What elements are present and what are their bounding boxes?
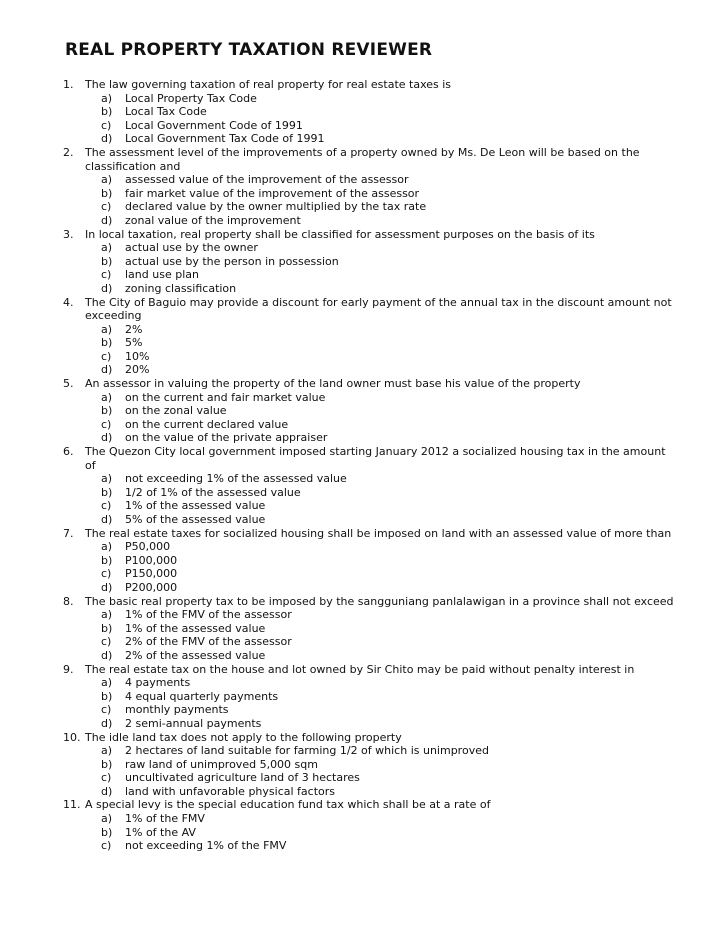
option-text: land use plan (125, 268, 199, 282)
option-letter: d) (101, 716, 113, 730)
option-item (101, 282, 680, 296)
question-number: 2. (63, 145, 74, 159)
option-text: 1% of the AV (125, 825, 196, 839)
option-text: actual use by the owner (125, 241, 258, 255)
option-list (63, 676, 680, 730)
document-title: REAL PROPERTY TAXATION REVIEWER (65, 40, 433, 60)
option-text: not exceeding 1% of the FMV (125, 839, 287, 853)
option-letter: d) (101, 132, 113, 146)
option-letter: c) (101, 268, 112, 282)
option-item (101, 554, 680, 568)
option-item (101, 255, 680, 269)
option-letter: d) (101, 363, 113, 377)
option-text: 2 semi-annual payments (125, 716, 262, 730)
option-item (101, 268, 680, 282)
question-text: The idle land tax does not apply to the following property (85, 730, 402, 744)
option-item (101, 513, 680, 527)
option-letter: c) (101, 118, 112, 132)
option-list (63, 472, 680, 526)
option-item (101, 363, 680, 377)
question-number: 9. (63, 662, 74, 676)
question-row (63, 377, 680, 391)
question-text: The real estate tax on the house and lot owned by Sir Chito may be paid without penalty interest in (85, 662, 635, 676)
option-item (101, 635, 680, 649)
option-text: 2% (125, 322, 143, 336)
option-item (101, 540, 680, 554)
question-row (63, 527, 680, 541)
option-letter: b) (101, 553, 113, 567)
option-text: monthly payments (125, 703, 229, 717)
option-text: 1% of the FMV of the assessor (125, 608, 292, 622)
option-list (63, 173, 680, 227)
option-list (63, 391, 680, 445)
question-number: 3. (63, 227, 74, 241)
option-item (101, 132, 680, 146)
option-item (101, 717, 680, 731)
question-text: The City of Baguio may provide a discount for early payment of the annual tax in the discount amount not exceeding (85, 295, 672, 323)
option-item (101, 404, 680, 418)
option-list (63, 812, 680, 853)
option-letter: c) (101, 200, 112, 214)
option-text: zoning classification (125, 281, 237, 295)
option-letter: d) (101, 281, 113, 295)
option-item (101, 581, 680, 595)
question-item (63, 146, 680, 228)
question-text: A special levy is the special education fund tax which shall be at a rate of (85, 798, 491, 812)
question-number: 11. (63, 798, 81, 812)
option-letter: b) (101, 825, 113, 839)
option-text: 1% of the assessed value (125, 621, 266, 635)
option-list (63, 92, 680, 146)
question-text: The Quezon City local government imposed starting January 2012 a socialized housing tax in the amount of (85, 445, 666, 472)
option-item (101, 350, 680, 364)
option-item (101, 119, 680, 133)
option-item (101, 431, 680, 445)
option-list (63, 608, 680, 662)
option-item (101, 826, 680, 840)
option-text: 10% (125, 349, 150, 363)
option-text: P200,000 (125, 580, 178, 594)
option-letter: b) (101, 404, 113, 418)
option-text: actual use by the person in possession (125, 254, 339, 268)
question-item (63, 445, 680, 527)
option-text: 4 payments (125, 676, 191, 690)
question-row (63, 78, 680, 92)
option-letter: c) (101, 839, 112, 853)
option-text: 2% of the FMV of the assessor (125, 635, 292, 649)
option-text: Local Government Code of 1991 (125, 118, 303, 132)
option-letter: b) (101, 689, 113, 703)
option-letter: d) (101, 431, 113, 445)
option-text: Local Property Tax Code (125, 91, 257, 105)
question-number: 10. (63, 730, 81, 744)
option-item (101, 758, 680, 772)
option-text: land with unfavorable physical factors (125, 784, 335, 798)
option-list (63, 540, 680, 594)
option-item (101, 499, 680, 513)
option-item (101, 241, 680, 255)
question-item (63, 527, 680, 595)
option-text: 5% (125, 336, 143, 350)
option-text: on the current declared value (125, 417, 289, 431)
option-text: 2% of the assessed value (125, 648, 266, 662)
option-letter: c) (101, 635, 112, 649)
question-number: 8. (63, 594, 74, 608)
option-letter: b) (101, 621, 113, 635)
option-list (63, 241, 680, 295)
option-letter: b) (101, 186, 113, 200)
option-letter: d) (101, 580, 113, 594)
option-letter: a) (101, 812, 113, 826)
option-letter: a) (101, 390, 113, 404)
option-list (63, 323, 680, 377)
question-list (63, 78, 680, 853)
option-text: uncultivated agriculture land of 3 hectares (125, 771, 360, 785)
option-item (101, 105, 680, 119)
option-text: not exceeding 1% of the assessed value (125, 472, 347, 486)
question-text: The basic real property tax to be imposed by the sangguniang panlalawigan in a province shall not exceed (85, 594, 674, 608)
question-text: The real estate taxes for socialized housing shall be imposed on land with an assessed value of more than (85, 526, 672, 540)
option-letter: a) (101, 540, 113, 554)
question-item (63, 377, 680, 445)
option-letter: a) (101, 241, 113, 255)
option-letter: a) (101, 322, 113, 336)
option-text: fair market value of the improvement of the assessor (125, 186, 420, 200)
option-item (101, 336, 680, 350)
option-item (101, 622, 680, 636)
question-item (63, 78, 680, 146)
option-letter: a) (101, 608, 113, 622)
option-text: 1/2 of 1% of the assessed value (125, 485, 301, 499)
option-item (101, 771, 680, 785)
option-letter: d) (101, 648, 113, 662)
option-letter: d) (101, 784, 113, 798)
option-text: P100,000 (125, 553, 178, 567)
option-item (101, 391, 680, 405)
option-item (101, 744, 680, 758)
option-item (101, 703, 680, 717)
option-item (101, 214, 680, 228)
question-number: 6. (63, 445, 74, 459)
option-letter: b) (101, 336, 113, 350)
question-row (63, 146, 680, 173)
question-text: The law governing taxation of real property for real estate taxes is (85, 78, 452, 91)
option-text: declared value by the owner multiplied by the tax rate (125, 200, 427, 214)
option-letter: a) (101, 173, 113, 187)
option-text: Local Tax Code (125, 105, 207, 119)
option-text: on the current and fair market value (125, 390, 326, 404)
question-number: 4. (63, 295, 74, 309)
option-letter: a) (101, 472, 113, 486)
option-letter: a) (101, 744, 113, 758)
option-letter: c) (101, 771, 112, 785)
option-letter: a) (101, 676, 113, 690)
option-letter: c) (101, 703, 112, 717)
question-row (63, 663, 680, 677)
question-item (63, 595, 680, 663)
question-text: The assessment level of the improvements of a property owned by Ms. De Leon will be based on the classification and (85, 145, 640, 173)
option-text: on the value of the private appraiser (125, 431, 328, 445)
option-item (101, 323, 680, 337)
question-text: In local taxation, real property shall be classified for assessment purposes on the basis of its (85, 227, 595, 241)
option-item (101, 690, 680, 704)
option-letter: b) (101, 757, 113, 771)
option-letter: c) (101, 567, 112, 581)
option-text: on the zonal value (125, 404, 227, 418)
option-text: 5% of the assessed value (125, 513, 266, 526)
option-item (101, 839, 680, 853)
option-letter: d) (101, 513, 113, 526)
option-item (101, 92, 680, 106)
question-row (63, 798, 680, 812)
option-item (101, 187, 680, 201)
option-text: assessed value of the improvement of the assessor (125, 173, 409, 187)
option-item (101, 418, 680, 432)
option-letter: b) (101, 254, 113, 268)
option-letter: b) (101, 485, 113, 499)
option-item (101, 676, 680, 690)
question-row (63, 445, 680, 472)
question-number: 7. (63, 526, 74, 540)
option-item (101, 567, 680, 581)
question-item (63, 296, 680, 378)
question-row (63, 731, 680, 745)
option-item (101, 649, 680, 663)
option-text: 2 hectares of land suitable for farming 1/2 of which is unimproved (125, 744, 489, 758)
option-item (101, 812, 680, 826)
option-item (101, 608, 680, 622)
option-item (101, 200, 680, 214)
question-row (63, 595, 680, 609)
option-letter: a) (101, 91, 113, 105)
question-item (63, 731, 680, 799)
option-item (101, 472, 680, 486)
option-letter: c) (101, 349, 112, 363)
question-item (63, 663, 680, 731)
option-item (101, 173, 680, 187)
option-text: Local Government Tax Code of 1991 (125, 132, 325, 146)
option-text: raw land of unimproved 5,000 sqm (125, 757, 318, 771)
question-item (63, 798, 680, 852)
question-row (63, 228, 680, 242)
question-text: An assessor in valuing the property of the land owner must base his value of the property (85, 377, 581, 391)
option-item (101, 486, 680, 500)
option-text: P150,000 (125, 567, 178, 581)
option-item (101, 785, 680, 799)
option-letter: b) (101, 105, 113, 119)
option-text: zonal value of the improvement (125, 213, 301, 227)
question-item (63, 228, 680, 296)
option-text: 1% of the FMV (125, 812, 205, 826)
option-letter: c) (101, 417, 112, 431)
option-text: 20% (125, 363, 150, 377)
option-text: 4 equal quarterly payments (125, 689, 279, 703)
option-letter: d) (101, 213, 113, 227)
question-row (63, 296, 680, 323)
option-letter: c) (101, 499, 112, 513)
question-number: 5. (63, 377, 74, 391)
option-text: P50,000 (125, 540, 171, 554)
option-text: 1% of the assessed value (125, 499, 266, 513)
question-number: 1. (63, 78, 74, 91)
option-list (63, 744, 680, 798)
